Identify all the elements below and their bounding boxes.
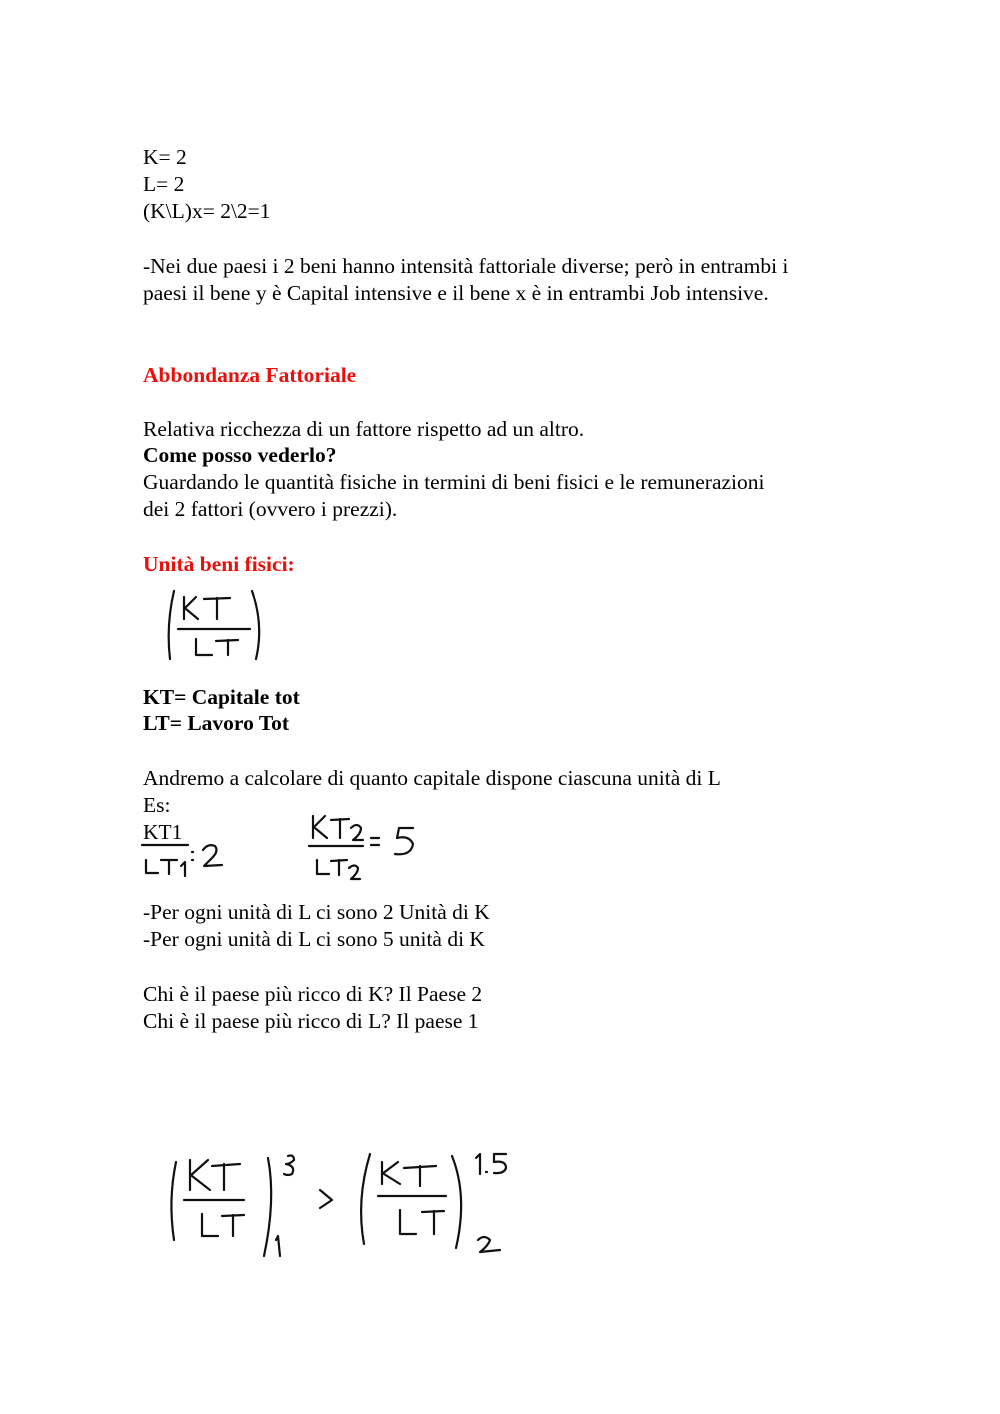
handwritten-example2-fraction (305, 808, 425, 888)
text-k: K= 2 (143, 145, 187, 169)
per-unit-line2: -Per ogni unità di L ci sono 5 unità di K (143, 927, 485, 951)
kt1-text: KT1 (143, 820, 183, 844)
answer-line1: Guardando le quantità fisiche in termini di beni fisici e le remunerazioni (143, 470, 765, 494)
answer-line2: dei 2 fattori (ovvero i prezzi). (143, 497, 398, 521)
calc-sentence: Andremo a calcolare di quanto capitale dispone ciascuna unità di L (143, 766, 721, 790)
per-unit-line1: -Per ogni unità di L ci sono 2 Unità di K (143, 900, 490, 924)
handwritten-kt-lt-fraction (160, 585, 270, 665)
heading-unita-beni-fisici: Unità beni fisici: (143, 552, 295, 576)
kt-definition: KT= Capitale tot (143, 685, 300, 709)
text-l: L= 2 (143, 172, 185, 196)
text-klx: (K\L)x= 2\2=1 (143, 199, 271, 223)
question-l-richer: Chi è il paese più ricco di L? Il paese 1 (143, 1009, 479, 1033)
heading-abbondanza-fattoriale: Abbondanza Fattoriale (143, 363, 357, 387)
paragraph-intensity-line2: paesi il bene y è Capital intensive e il bene x è in entrambi Job intensive. (143, 281, 769, 305)
paragraph-intensity-line1: -Nei due paesi i 2 beni hanno intensità fattoriale diverse; però in entrambi i (143, 254, 789, 278)
handwritten-example1-fraction (140, 840, 240, 885)
question-k-richer: Chi è il paese più ricco di K? Il Paese 2 (143, 982, 483, 1006)
definition-text: Relativa ricchezza di un fattore rispetto ad un altro. (143, 417, 585, 441)
handwritten-comparison (160, 1148, 530, 1263)
question-heading: Come posso vederlo? (143, 443, 337, 467)
es-label: Es: (143, 793, 171, 817)
lt-definition: LT= Lavoro Tot (143, 711, 290, 735)
